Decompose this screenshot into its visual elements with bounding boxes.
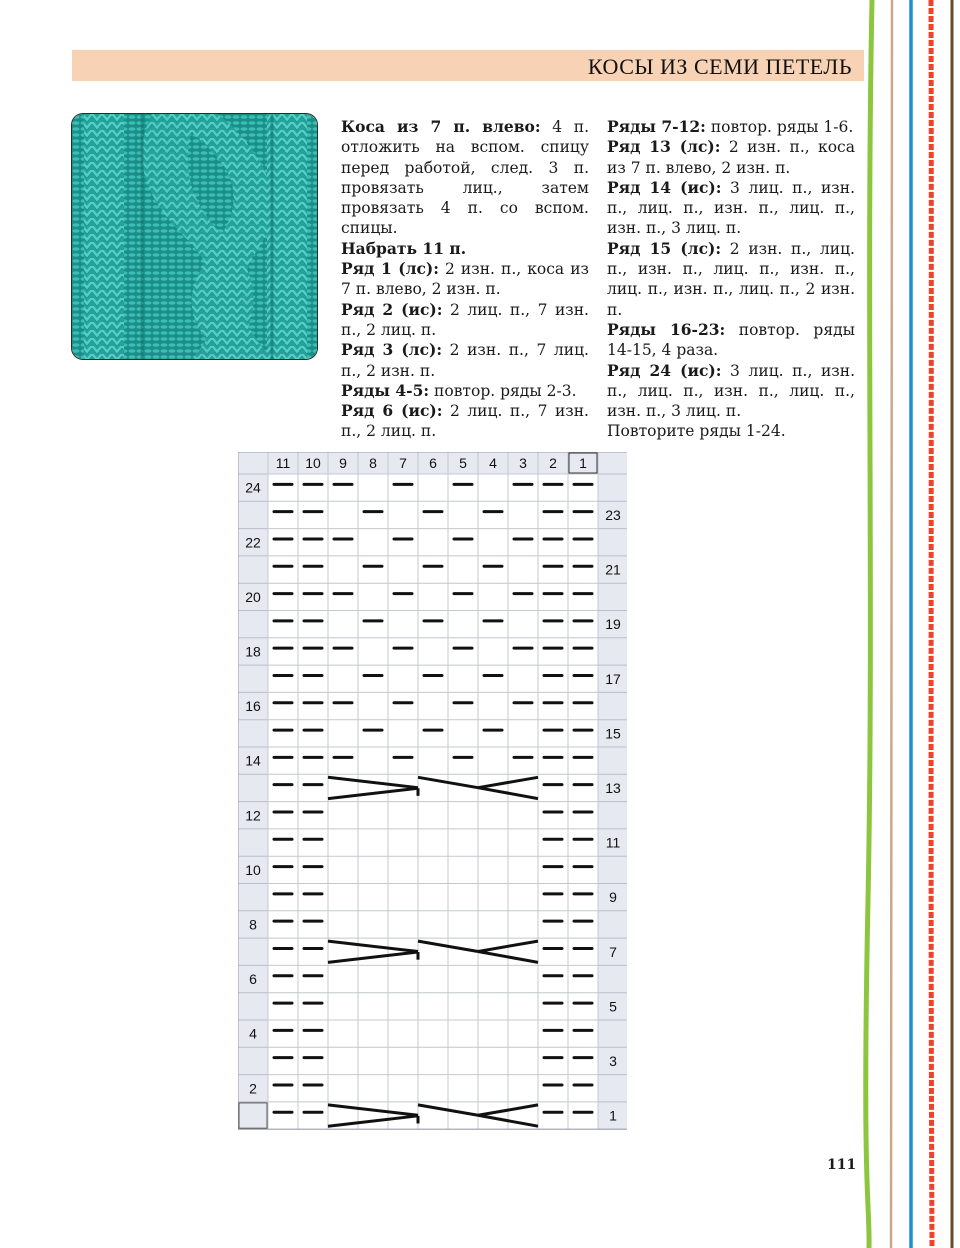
- header-band: [72, 50, 864, 81]
- swatch-photo: [71, 113, 318, 360]
- row-number-left: 24: [245, 479, 261, 496]
- row-number-left: 20: [245, 588, 261, 605]
- page-number: 111: [827, 1157, 857, 1173]
- row-number-left: 14: [245, 752, 261, 769]
- column-number: 4: [489, 455, 497, 471]
- row-number-right: 3: [609, 1052, 617, 1069]
- row-number-left: 16: [245, 698, 261, 715]
- row-number-right: 19: [605, 616, 621, 633]
- knitting-chart: [238, 452, 627, 1132]
- row-number-left: 4: [249, 1025, 257, 1042]
- page-title: КОСЫ ИЗ СЕМИ ПЕТЕЛЬ: [587, 54, 852, 79]
- instruction-para: Ряд 1 (лс): 2 изн. п., коса из 7 п. влево, 2 изн. п.: [341, 259, 589, 299]
- instructions-right-column: [607, 117, 855, 442]
- instruction-para: Ряд 14 (ис): 3 лиц. п., изн. п., лиц. п., изн. п., лиц. п., изн. п., 3 лиц. п.: [607, 177, 856, 238]
- row-number-left: 6: [249, 971, 257, 988]
- instruction-para: Ряды 4-5: повтор. ряды 2-3.: [341, 380, 577, 400]
- instruction-para: Ряд 2 (ис): 2 лиц. п., 7 изн. п., 2 лиц. п.: [341, 299, 589, 339]
- row-number-right: 23: [605, 506, 621, 523]
- row-number-left: 12: [245, 807, 261, 824]
- row-number-right: 13: [605, 779, 621, 796]
- instruction-para: Коса из 7 п. влево: 4 п. отложить на вспом. спицу перед работой, след. 3 п. провязать лиц., затем провязать 4 п. со вспом. спицы.: [341, 117, 589, 238]
- instruction-para: Ряд 3 (лс): 2 изн. п., 7 лиц. п., 2 изн. п.: [341, 340, 589, 380]
- instruction-para: Ряд 15 (лс): 2 изн. п., лиц. п., изн. п., лиц. п., изн. п., лиц. п., изн. п., лиц. п., 2 изн. п.: [607, 238, 855, 319]
- row-number-right: 9: [609, 889, 617, 906]
- corner-box: [239, 1103, 267, 1128]
- knitted-swatch-image: [72, 114, 317, 359]
- column-number: 8: [369, 455, 377, 471]
- column-number: 3: [519, 455, 527, 471]
- instruction-para: Ряды 7-12: повтор. ряды 1-6.: [607, 117, 854, 136]
- column-number: 9: [339, 455, 347, 471]
- beige-string: [891, 0, 892, 1248]
- column-number: 6: [429, 455, 437, 471]
- column-number: 7: [399, 455, 407, 471]
- instruction-para: Ряд 13 (лс): 2 изн. п., коса из 7 п. влево, 2 изн. п.: [607, 137, 855, 177]
- row-number-right: 17: [605, 670, 621, 687]
- instruction-para: Повторите ряды 1-24.: [607, 422, 786, 441]
- row-number-right: 7: [609, 943, 617, 960]
- column-number: 1: [579, 455, 587, 471]
- row-number-left: 10: [245, 861, 261, 878]
- column-number: 5: [459, 455, 467, 471]
- row-number-right: 15: [605, 725, 621, 742]
- row-number-left: 18: [245, 643, 261, 660]
- row-number-right: 1: [609, 1107, 617, 1124]
- instruction-para: Ряд 24 (ис): 3 лиц. п., изн. п., лиц. п., изн. п., лиц. п., изн. п., 3 лиц. п.: [607, 360, 856, 421]
- instruction-para: Набрать 11 п.: [341, 238, 467, 258]
- row-number-right: 11: [605, 834, 621, 851]
- orange-string: [931, 0, 932, 1248]
- column-number: 2: [549, 455, 557, 471]
- instruction-para: Ряды 16-23: повтор. ряды 14-15, 4 раза.: [607, 319, 855, 360]
- instruction-para: Ряд 6 (ис): 2 лиц. п., 7 изн. п., 2 лиц. п.: [341, 401, 589, 441]
- decorative-strings: [860, 0, 960, 1248]
- instructions-left-column: [341, 117, 589, 442]
- row-number-right: 21: [605, 561, 621, 578]
- green-string: [866, 0, 872, 1248]
- row-number-left: 8: [249, 916, 257, 933]
- column-number: 11: [275, 455, 291, 471]
- row-number-right: 5: [609, 998, 617, 1015]
- row-number-left: 2: [249, 1080, 257, 1097]
- column-number: 10: [305, 455, 321, 471]
- row-number-left: 22: [245, 534, 261, 551]
